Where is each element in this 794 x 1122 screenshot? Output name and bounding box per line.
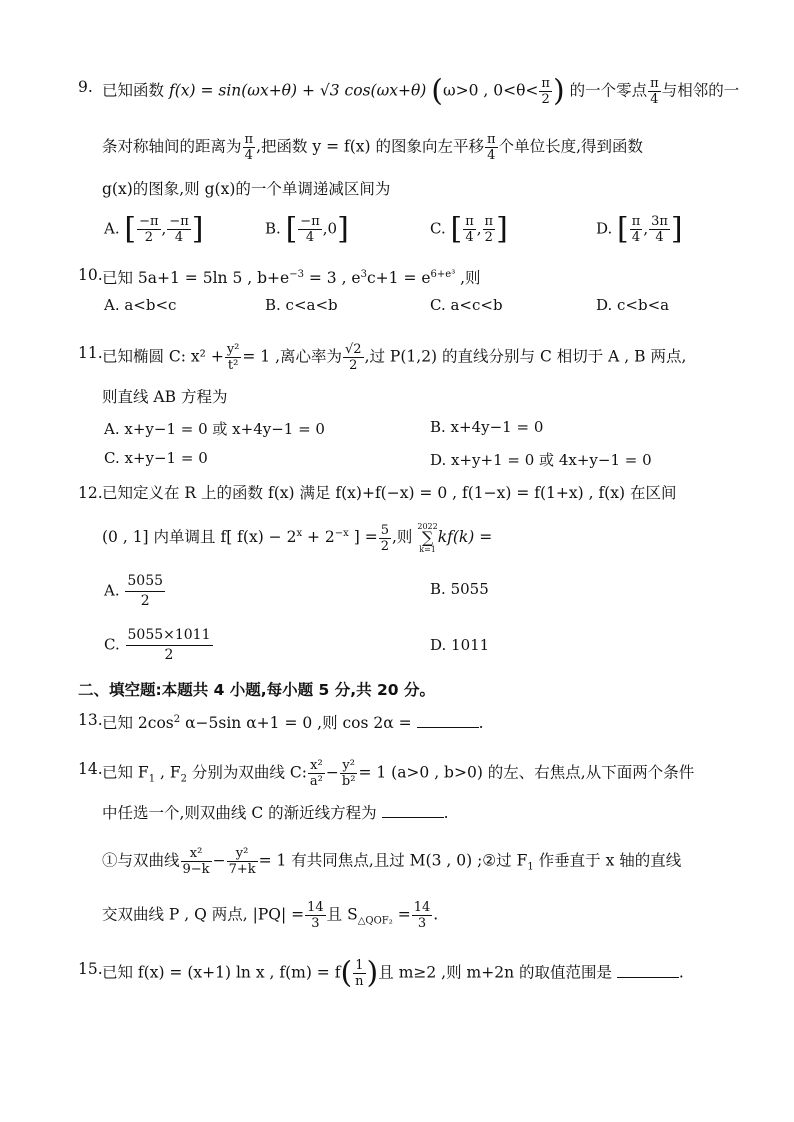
- q12-line-1: 已知定义在 R 上的函数 f(x) 满足 f(x)+f(−x) = 0 , f(1−x) = f(1+x) , f(x) 在区间: [102, 484, 677, 502]
- q10-option-a[interactable]: A. a<b<c: [104, 296, 177, 314]
- q12-option-c[interactable]: C. $\frac{5055\times 1011}{2}$: [104, 627, 211, 663]
- q14-line-2: 中任选一个,则双曲线 C 的渐近线方程为 .: [102, 804, 449, 822]
- q11-option-b[interactable]: B. x+4y−1 = 0: [430, 418, 544, 436]
- q14-line-3: ①与双曲线 $\frac{\text{x²}}{9-k}$ − $\frac{\text{y²}}{7+k}$ = 1 有共同焦点,且过 M(3 , 0) ;②过 $F_1$ 作垂直于 x 轴的直线: [102, 846, 682, 877]
- q13-stem: 已知 $2\cos^2$ α−5sin α+1 = 0 ,则 cos 2α = .: [102, 714, 484, 733]
- q11-line-1: 已知椭圆 C: x² + $\frac{\text{y²}}{\text{t²}}$ = 1 ,离心率为 $\frac{√2}{2}$ ,过 P(1,2) 的直线分别与 C 相切于 A , B 两点,: [102, 342, 687, 373]
- question-number: 12.: [78, 484, 103, 502]
- q9-option-d[interactable]: D. [ $\frac{\pi}{4}$ , $\frac{3\pi}{4}$ ]: [596, 211, 683, 247]
- q9-option-c[interactable]: C. [ $\frac{\pi}{4}$ , $\frac{\pi}{2}$ ]: [430, 211, 508, 247]
- sum-symbol: 2022 ∑ k=1: [417, 522, 438, 554]
- q11-line-2: 则直线 AB 方程为: [102, 388, 228, 406]
- answer-blank[interactable]: [417, 713, 479, 728]
- q9-line-1: 已知函数 f(x) = sin(ωx+θ) + √3 cos(ωx+θ) (ω>0 , 0<θ< $\frac{\pi}{2}$ ) 的一个零点 $\frac{\pi}{4}$ 与相邻的一: [102, 73, 740, 109]
- answer-blank[interactable]: [382, 803, 444, 818]
- q12-line-2: (0 , 1] 内单调且 f[ $f(x) - 2^x + 2^{-x}$ ] = $\frac{5}{2}$ ,则 2022 ∑ k=1 kf(k) =: [102, 522, 493, 554]
- q12-option-d[interactable]: D. 1011: [430, 636, 490, 654]
- q10-stem: 已知 5a+1 = 5ln 5 , $b+e^{-3} = 3$ , $e^3c+1 = e^{6+e^3}$ ,则: [102, 269, 481, 288]
- q12-option-a[interactable]: A. $\frac{5055}{2}$: [104, 573, 164, 609]
- q11-option-a[interactable]: A. x+y−1 = 0 或 x+4y−1 = 0: [104, 420, 325, 438]
- question-number: 11.: [78, 344, 103, 362]
- q10-option-d[interactable]: D. c<b<a: [596, 296, 670, 314]
- q9-line-2: 条对称轴间的距离为 $\frac{\pi}{4}$ ,把函数 y = f(x) 的图象向左平移 $\frac{\pi}{4}$ 个单位长度,得到函数: [102, 132, 643, 163]
- q9-line-3: g(x)的图象,则 g(x)的一个单调递减区间为: [102, 180, 391, 198]
- q9-option-b[interactable]: B. [ $\frac{-\pi}{4}$ ,0]: [265, 211, 349, 247]
- q14-line-1: 已知 $F_1$ , $F_2$ 分别为双曲线 C: $\frac{\text{x²}}{\text{a²}}$ − $\frac{\text{y²}}{\text{b²}}$ = 1 (a>0 , b>0) 的左、右焦点,从下面两个条件: [102, 758, 695, 789]
- q11-option-d[interactable]: D. x+y+1 = 0 或 4x+y−1 = 0: [430, 451, 652, 469]
- q10-option-b[interactable]: B. c<a<b: [265, 296, 338, 314]
- q9-option-a[interactable]: A. [ $\frac{-\pi}{2}$ , $\frac{-\pi}{4}$ ]: [104, 211, 204, 247]
- question-number: 15.: [78, 960, 103, 978]
- q15-stem: 已知 f(x) = (x+1) ln x , f(m) = f( $\frac{1}{n}$ )且 m≥2 ,则 m+2n 的取值范围是 .: [102, 955, 684, 991]
- question-number: 9.: [78, 78, 93, 96]
- q12-option-b[interactable]: B. 5055: [430, 580, 489, 598]
- q14-line-4: 交双曲线 P , Q 两点, |PQ| = $\frac{14}{3}$ 且 $S_{\triangle QOF_2}$ = $\frac{14}{3}$ .: [102, 900, 439, 931]
- q11-option-c[interactable]: C. x+y−1 = 0: [104, 449, 208, 467]
- question-number: 10.: [78, 266, 103, 284]
- question-number: 13.: [78, 711, 103, 729]
- answer-blank[interactable]: [617, 963, 679, 978]
- question-number: 14.: [78, 760, 103, 778]
- q10-option-c[interactable]: C. a<c<b: [430, 296, 503, 314]
- section-heading: 二、填空题:本题共 4 小题,每小题 5 分,共 20 分。: [78, 681, 435, 699]
